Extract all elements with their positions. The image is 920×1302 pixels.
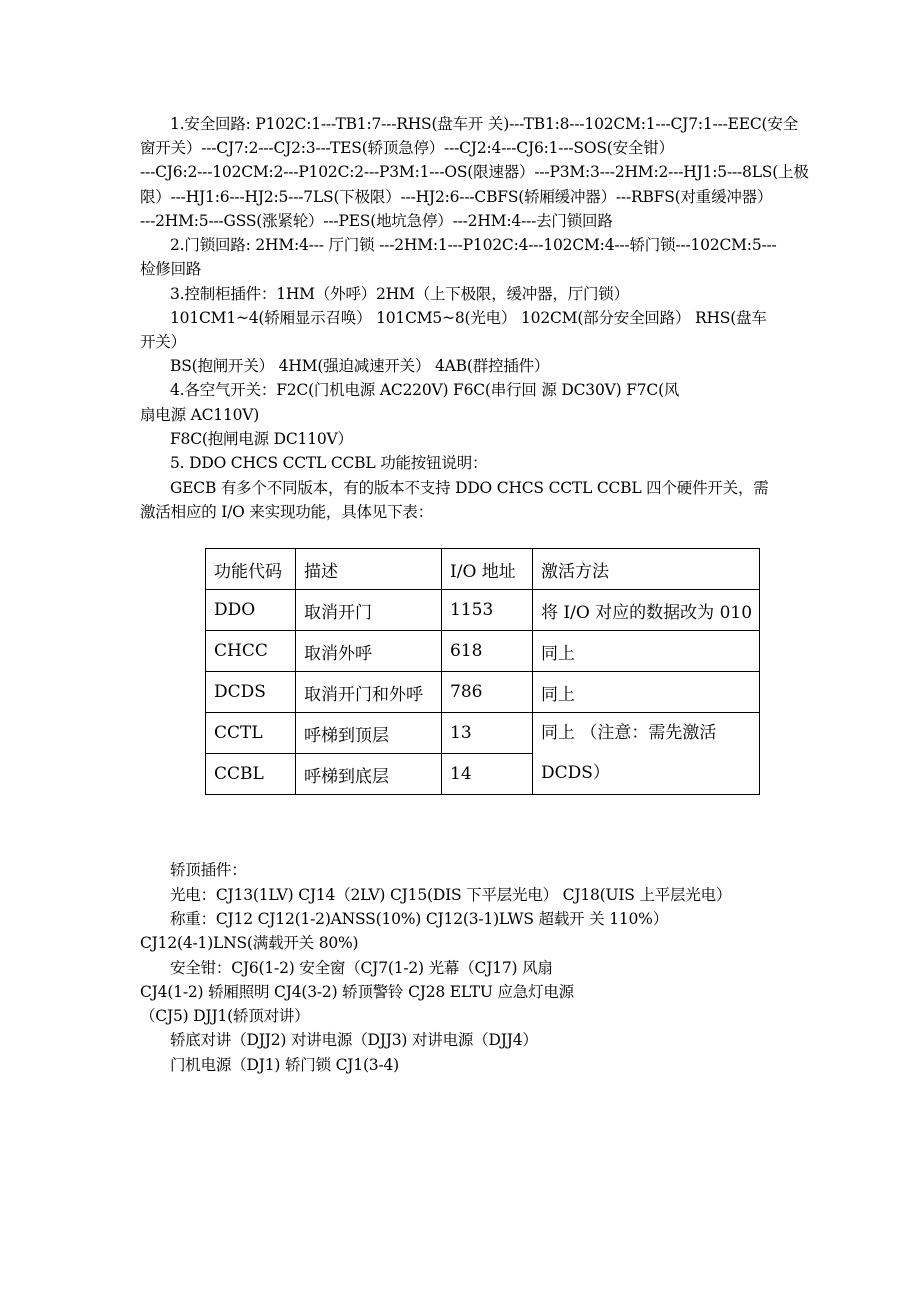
car-top-plugins-line-5: CJ4(1-2) 轿厢照明 CJ4(3-2) 轿顶警铃 CJ28 ELTU 应急灯电源 <box>140 983 574 1001</box>
table-header-cell: I/O 地址 <box>442 549 533 590</box>
air-switches-line-1: 4.各空气开关：F2C(门机电源 AC220V) F6C(串行回 源 DC30V) F7C(风 <box>170 381 680 399</box>
car-top-plugins-line-8: 门机电源（DJ1) 轿门锁 CJ1(3-4) <box>170 1056 399 1074</box>
table-cell: CCBL <box>206 754 296 795</box>
table-cell: 同上 <box>533 672 760 713</box>
control-cabinet-plugins-line-4: BS(抱闸开关） 4HM(强迫减速开关） 4AB(群控插件） <box>170 357 550 375</box>
table-cell: 取消开门 <box>296 590 442 631</box>
control-cabinet-plugins-line-1: 3.控制柜插件：1HM（外呼）2HM（上下极限，缓冲器，厅门锁） <box>170 285 629 303</box>
table-cell: DDO <box>206 590 296 631</box>
door-lock-circuit-line-1: 2.门锁回路: 2HM:4--- 厅门锁 ---2HM:1---P102C:4---102CM:4---轿门锁---102CM:5--- <box>170 236 777 254</box>
safety-circuit-line-4: 限）---HJ1:6---HJ2:5---7LS(下极限）---HJ2:6---CBFS(轿厢缓冲器）---RBFS(对重缓冲器） <box>140 188 773 206</box>
table-header-cell: 激活方法 <box>533 549 760 590</box>
safety-circuit-line-5: ---2HM:5---GSS(涨紧轮）---PES(地坑急停）---2HM:4---去门锁回路 <box>140 212 613 230</box>
safety-circuit-line-3: ---CJ6:2---102CM:2---P102C:2---P3M:1---OS(限速器）---P3M:3---2HM:2---HJ1:5---8LS(上极 <box>140 163 809 181</box>
table-cell: 将 I/O 对应的数据改为 010 <box>533 590 760 631</box>
table-cell: CHCC <box>206 631 296 672</box>
door-lock-circuit-line-2: 检修回路 <box>140 260 202 278</box>
table-row <box>206 713 760 754</box>
safety-circuit-line-1: 1.安全回路: P102C:1---TB1:7---RHS(盘车开 关)---TB1:8---102CM:1---CJ7:1---EEC(安全 <box>170 115 798 133</box>
function-buttons-heading: 5. DDO CHCS CCTL CCBL 功能按钮说明： <box>170 454 488 472</box>
io-function-table <box>205 548 760 795</box>
table-cell: 13 <box>442 713 533 754</box>
table-header-cell: 功能代码 <box>206 549 296 590</box>
table-merged-note-cell: 同上 （注意：需先激活DCDS） <box>533 713 760 795</box>
table-header-cell: 描述 <box>296 549 442 590</box>
car-top-plugins-title: 轿顶插件： <box>170 861 247 879</box>
function-buttons-desc-line-2: 激活相应的 I/O 来实现功能，具体见下表： <box>140 503 434 521</box>
car-top-plugins-line-7: 轿底对讲（DJJ2) 对讲电源（DJJ3) 对讲电源（DJJ4） <box>170 1031 538 1049</box>
table-row <box>206 672 760 713</box>
safety-circuit-line-2: 窗开关）---CJ7:2---CJ2:3---TES(轿顶急停）---CJ2:4---CJ6:1---SOS(安全钳） <box>140 139 674 157</box>
table-row <box>206 631 760 672</box>
car-top-plugins-line-2: 称重：CJ12 CJ12(1-2)ANSS(10%) CJ12(3-1)LWS 超载开 关 110%） <box>170 910 669 928</box>
control-cabinet-plugins-line-2: 101CM1~4(轿厢显示召唤） 101CM5~8(光电） 102CM(部分安全回路） RHS(盘车 <box>170 309 767 327</box>
air-switches-line-3: F8C(抱闸电源 DC110V） <box>170 430 353 448</box>
table-cell: 呼梯到顶层 <box>296 713 442 754</box>
car-top-plugins-line-4: 安全钳：CJ6(1-2) 安全窗（CJ7(1-2) 光幕（CJ17) 风扇 <box>170 959 553 977</box>
car-top-plugins-line-3: CJ12(4-1)LNS(满载开关 80%) <box>140 934 359 952</box>
table-cell: 取消开门和外呼 <box>296 672 442 713</box>
table-cell: 618 <box>442 631 533 672</box>
table-header-row <box>206 549 760 590</box>
car-top-plugins-line-1: 光电：CJ13(1LV) CJ14（2LV) CJ15(DIS 下平层光电） CJ18(UIS 上平层光电） <box>170 886 732 904</box>
table-cell: 取消外呼 <box>296 631 442 672</box>
table-row <box>206 590 760 631</box>
car-top-plugins-line-6: （CJ5) DJJ1(轿顶对讲） <box>140 1007 310 1025</box>
table-cell: 呼梯到底层 <box>296 754 442 795</box>
control-cabinet-plugins-line-3: 开关） <box>140 333 186 351</box>
table-cell: 1153 <box>442 590 533 631</box>
table-cell: CCTL <box>206 713 296 754</box>
air-switches-line-2: 扇电源 AC110V) <box>140 406 260 424</box>
table-cell: DCDS <box>206 672 296 713</box>
table-cell: 786 <box>442 672 533 713</box>
table-cell: 14 <box>442 754 533 795</box>
table-cell: 同上 <box>533 631 760 672</box>
function-buttons-desc-line-1: GECB 有多个不同版本，有的版本不支持 DDO CHCS CCTL CCBL 四个硬件开关，需 <box>170 479 769 497</box>
